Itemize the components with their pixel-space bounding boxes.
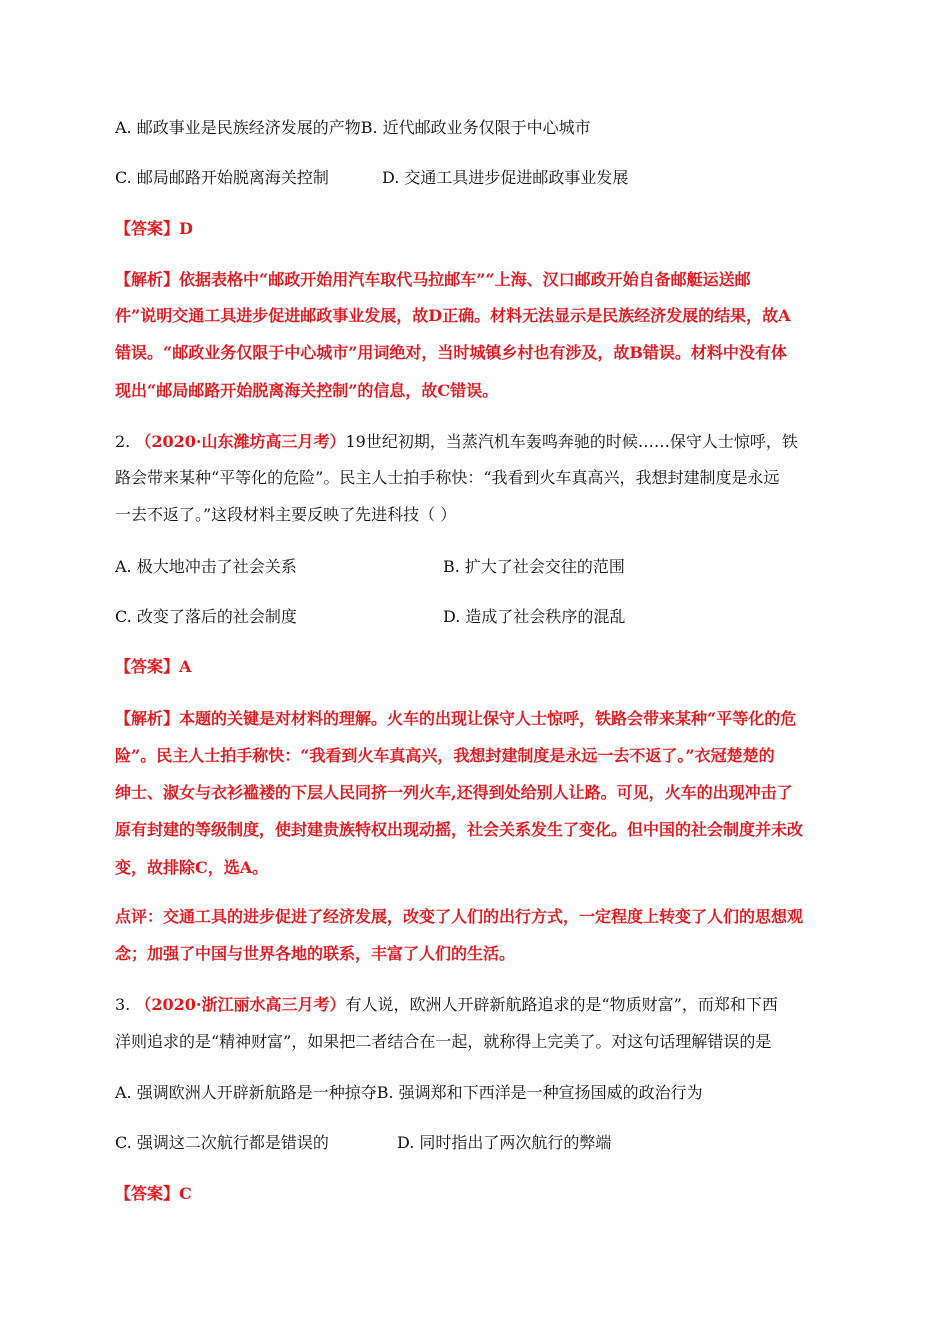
q2-answer [115, 657, 191, 677]
q2-answer-value: A [179, 657, 192, 676]
q2-source: （2020·山东潍坊高三月考） [135, 432, 346, 451]
q3-option-a: A. 强调欧洲人开辟新航路是一种掠夺 [115, 1083, 377, 1102]
q2-comment-line-1: 点评：交通工具的进步促进了经济发展，改变了人们的出行方式，一定程度上转变了人们的思想观 [115, 907, 804, 926]
q1-option-d: D. 交通工具进步促进邮政事业发展 [382, 168, 629, 187]
q1-option-a: A. 邮政事业是民族经济发展的产物 [115, 118, 361, 137]
q2-stem-line-1 [115, 432, 798, 452]
q2-analysis-line-4: 原有封建的等级制度，使封建贵族特权出现动摇，社会关系发生了变化。但中国的社会制度并未改 [115, 820, 804, 839]
q1-analysis-line-2: 件”说明交通工具进步促进邮政事业发展，故D正确。材料无法显示是民族经济发展的结果，故A [115, 306, 791, 325]
q3-answer [115, 1184, 192, 1204]
q2-number: 2. [115, 432, 131, 451]
q2-stem-text: 19世纪初期，当蒸汽机车轰鸣奔驰的时候……保守人士惊呼，铁 [345, 432, 798, 451]
q1-option-c: C. 邮局邮路开始脱离海关控制 [115, 168, 329, 187]
q3-options-row-2 [115, 1133, 612, 1153]
q1-options-row-2 [115, 168, 629, 188]
q1-answer-label: 【答案】 [115, 219, 180, 238]
q2-stem-line-3: 一去不返了。”这段材料主要反映了先进科技（ ） [115, 505, 457, 524]
q2-option-b: B. 扩大了社会交往的范围 [443, 557, 625, 576]
q3-options-row-1 [115, 1083, 703, 1103]
q2-option-a: A. 极大地冲击了社会关系 [115, 557, 297, 576]
q3-number: 3. [115, 995, 131, 1014]
q3-option-c: C. 强调这二次航行都是错误的 [115, 1133, 329, 1152]
q2-analysis-line-1 [115, 709, 796, 729]
q3-answer-label: 【答案】 [115, 1184, 180, 1203]
q3-option-b: B. 强调郑和下西洋是一种宣扬国威的政治行为 [376, 1083, 703, 1102]
q2-analysis-text: 本题的关键是对材料的理解。火车的出现让保守人士惊呼，铁路会带来某种“平等化的危 [179, 709, 797, 728]
q3-source: （2020·浙江丽水高三月考） [135, 995, 346, 1014]
q2-analysis-label: 【解析】 [115, 709, 180, 728]
q1-analysis-line-4: 现出“邮局邮路开始脱离海关控制”的信息，故C错误。 [115, 381, 499, 400]
q1-option-b: B. 近代邮政业务仅限于中心城市 [360, 118, 591, 137]
q3-answer-value: C [179, 1184, 192, 1203]
q1-analysis-label: 【解析】 [115, 270, 180, 289]
q2-options-row-2 [115, 607, 626, 627]
q1-analysis-text: 依据表格中“邮政开始用汽车取代马拉邮车”“上海、汉口邮政开始自备邮艇运送邮 [179, 270, 751, 289]
q2-stem-line-2: 路会带来某种“平等化的危险”。民主人士拍手称快：“我看到火车真高兴，我想封建制度是永远 [115, 468, 780, 487]
q2-options-row-1 [115, 557, 625, 577]
q2-option-d: D. 造成了社会秩序的混乱 [443, 607, 626, 626]
q2-analysis-line-2: 险”。民主人士拍手称快：“我看到火车真高兴，我想封建制度是永远一去不返了。”衣冠楚楚的 [115, 746, 775, 765]
q1-analysis-line-1 [115, 270, 751, 290]
q2-analysis-line-5: 变，故排除C，选A。 [115, 858, 269, 877]
q2-option-c: C. 改变了落后的社会制度 [115, 607, 297, 626]
q2-comment-line-2: 念；加强了中国与世界各地的联系，丰富了人们的生活。 [115, 944, 516, 963]
q2-answer-label: 【答案】 [115, 657, 180, 676]
q3-option-d: D. 同时指出了两次航行的弊端 [397, 1133, 612, 1152]
q3-stem-line-1 [115, 995, 778, 1015]
q1-answer-value: D [179, 219, 193, 238]
q1-analysis-line-3: 错误。“邮政业务仅限于中心城市”用词绝对，当时城镇乡村也有涉及，故B错误。材料中没有体 [115, 343, 787, 362]
q3-stem-text: 有人说，欧洲人开辟新航路追求的是“物质财富”，而郑和下西 [345, 995, 778, 1014]
q3-stem-line-2: 洋则追求的是“精神财富”，如果把二者结合在一起，就称得上完美了。对这句话理解错误的是 [115, 1032, 772, 1051]
q1-options-row-1 [115, 118, 591, 138]
q1-answer [115, 219, 193, 239]
q2-analysis-line-3: 绅士、淑女与衣衫褴褛的下层人民同挤一列火车,还得到处给别人让路。可见，火车的出现冲击了 [115, 783, 793, 802]
